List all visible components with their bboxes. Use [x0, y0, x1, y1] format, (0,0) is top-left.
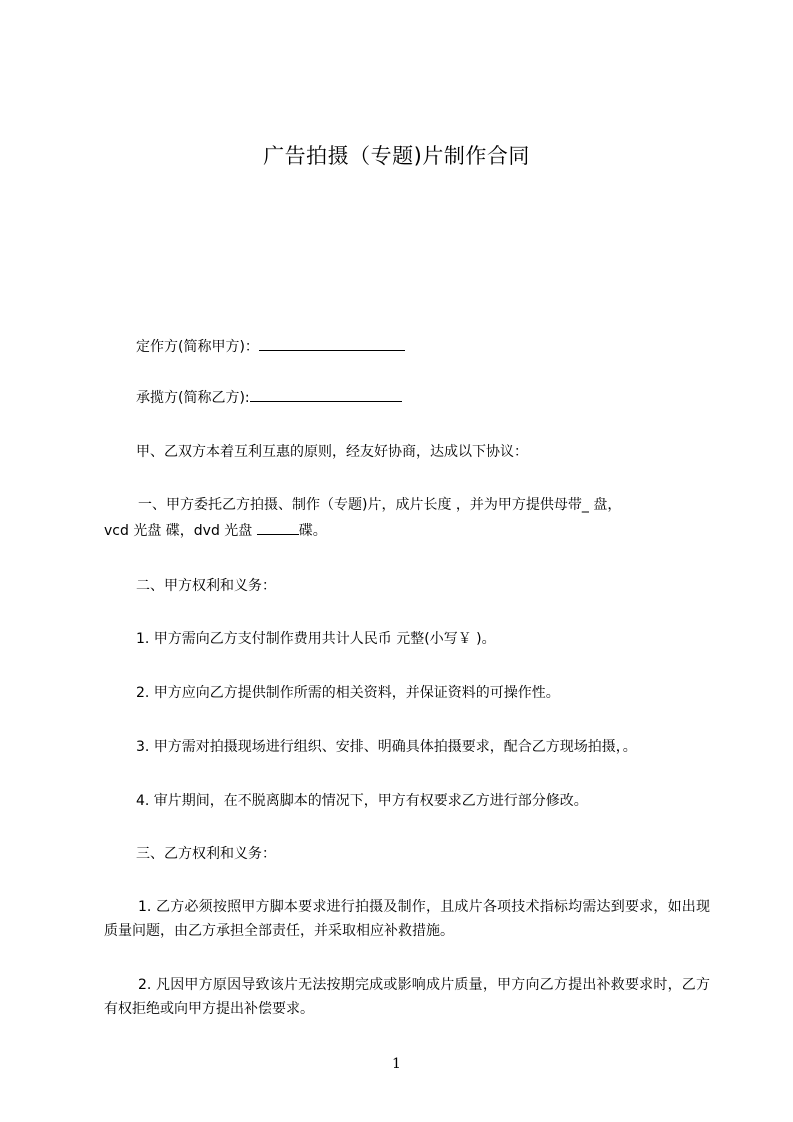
- party-b-label: 承揽方(简称乙方):: [136, 390, 250, 406]
- party-a-blank: [259, 338, 405, 351]
- section-2-item-4: 4. 审片期间，在不脱离脚本的情况下，甲方有权要求乙方进行部分修改。: [136, 793, 588, 809]
- section-2-item-3: 3. 甲方需对拍摄现场进行组织、安排、明确具体拍摄要求，配合乙方现场拍摄，。: [136, 739, 637, 755]
- intro-paragraph: 甲、乙双方本着互利互惠的原则，经友好协商，达成以下协议：: [136, 444, 528, 460]
- section-2-item-2: 2. 甲方应向乙方提供制作所需的相关资料，并保证资料的可操作性。: [136, 685, 560, 701]
- party-b-blank: [250, 389, 402, 402]
- clause-1-disc-unit: 碟。: [298, 523, 327, 539]
- section-3-heading: 三、乙方权利和义务：: [136, 846, 276, 862]
- section-2-heading: 二、甲方权利和义务：: [136, 578, 276, 594]
- clause-1-disc-text: vcd 光盘 碟，dvd 光盘: [104, 523, 257, 539]
- page-number: 1: [392, 1056, 401, 1072]
- dvd-count-blank: [257, 522, 299, 535]
- clause-1-line-1: 一、甲方委托乙方拍摄、制作（专题)片，成片长度 ，并为甲方提供母带_ 盘，: [138, 497, 622, 513]
- contract-title: 广告拍摄（专题)片制作合同: [263, 144, 530, 168]
- section-2-item-1: 1. 甲方需向乙方支付制作费用共计人民币 元整(小写￥ )。: [136, 631, 496, 647]
- section-3-item-1: 1. 乙方必须按照甲方脚本要求进行拍摄及制作，且成片各项技术指标均需达到要求，如出现质量问题，由乙方承担全部责任，并采取相应补救措施。: [104, 899, 710, 939]
- party-a-label: 定作方(简称甲方)：: [136, 339, 259, 355]
- clause-1-line-2: [104, 519, 710, 543]
- party-b-line: [104, 386, 710, 410]
- section-3-item-2: 2. 凡因甲方原因导致该片无法按期完成或影响成片质量，甲方向乙方提出补救要求时，乙方有权拒绝或向甲方提出补偿要求。: [104, 977, 710, 1017]
- party-a-line: [104, 335, 710, 359]
